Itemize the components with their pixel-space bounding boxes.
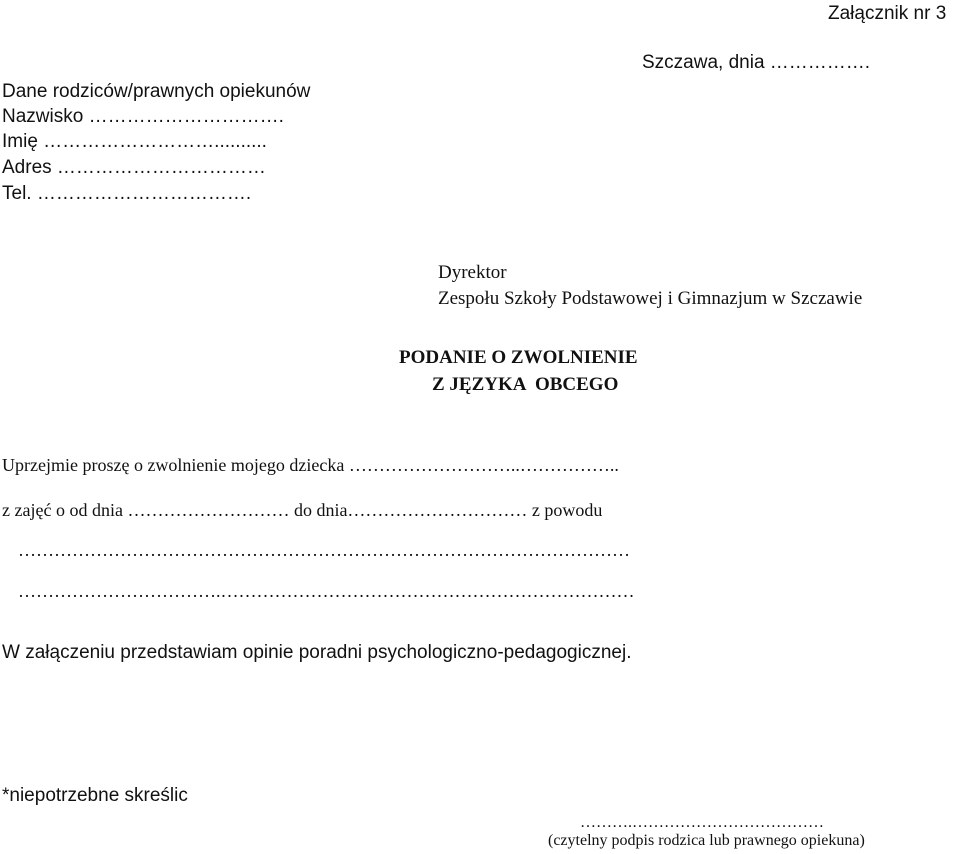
- attachment-note: W załączeniu przedstawiam opinie poradni psychologiczno-pedagogicznej.: [2, 642, 632, 663]
- first-name-field: Imię ………………………..........: [2, 131, 267, 152]
- subject-line-2: Z JĘZYKA OBCEGO: [432, 374, 619, 395]
- dates-line: z zajęć o od dnia ……………………… do dnia………………………… z powodu: [2, 500, 603, 520]
- subject-line-1: PODANIE O ZWOLNIENIE: [399, 347, 638, 368]
- signature-line: ……….………………………………: [580, 814, 824, 831]
- parents-heading: Dane rodziców/prawnych opiekunów: [2, 81, 311, 102]
- place-and-date: Szczawa, dnia …………….: [642, 52, 871, 73]
- signature-caption: (czytelny podpis rodzica lub prawnego opiekuna): [548, 832, 865, 849]
- recipient-school: Zespołu Szkoły Podstawowej i Gimnazjum w Szczawie: [438, 288, 863, 309]
- surname-field: Nazwisko ………………………….: [2, 106, 284, 127]
- attachment-number: Załącznik nr 3: [828, 3, 947, 24]
- phone-field: Tel. …………………………….: [2, 183, 252, 204]
- reason-line-2: …………………………….……………………………………………………………: [18, 581, 635, 601]
- recipient-title: Dyrektor: [438, 262, 507, 283]
- address-field: Adres ……………………………: [2, 157, 266, 178]
- reason-line-1: …………………………………………………………………………………………: [18, 540, 630, 560]
- request-line: Uprzejmie proszę o zwolnienie mojego dziecka ………………………..……………..: [2, 455, 619, 475]
- strike-note: *niepotrzebne skreślic: [2, 785, 188, 806]
